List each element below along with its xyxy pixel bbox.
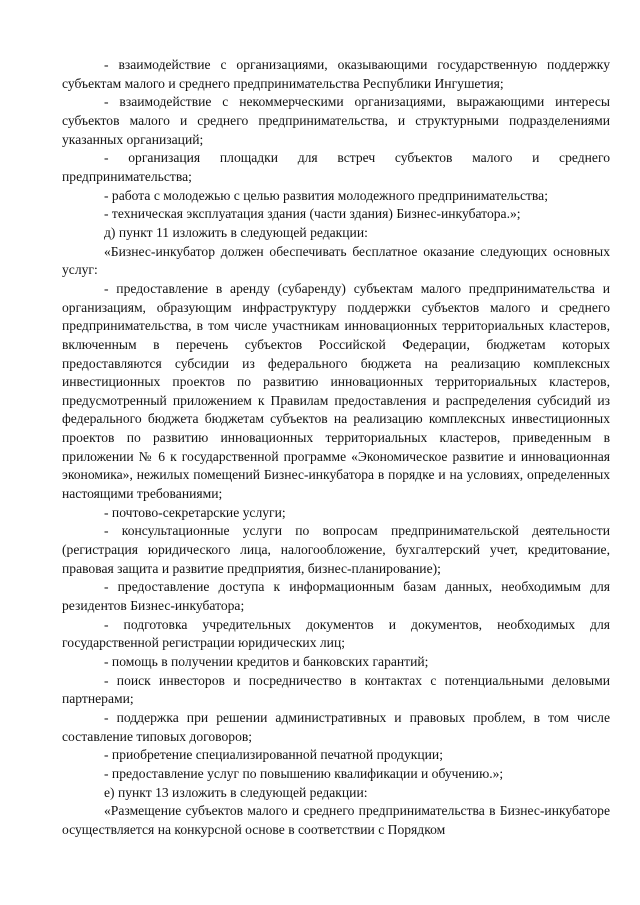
paragraph: - консультационные услуги по вопросам предпринимательской деятельности (регистрация юридического лица, налогообложение, бухгалтерский учет, кредитование, правовая защита и развитие предприятия, бизнес-планирование);	[62, 523, 610, 576]
paragraph: - подготовка учредительных документов и документов, необходимых для государственной регистрации юридических лиц;	[62, 616, 610, 651]
paragraph: е) пункт 13 изложить в следующей редакции:	[104, 784, 368, 800]
paragraph: - взаимодействие с организациями, оказывающими государственную поддержку субъектам малого и среднего предпринимательства Республики Ингушетия;	[62, 57, 610, 91]
paragraph: - организация площадки для встреч субъектов малого и среднего предпринимательства;	[62, 150, 610, 184]
paragraph: «Размещение субъектов малого и среднего предпринимательства в Бизнес-инкубаторе осуществляется на конкурсной основе в соответствии с Порядком	[62, 803, 610, 837]
paragraph: - взаимодействие с некоммерческими организациями, выражающими интересы субъектов малого и среднего предпринимательства, и структурными подразделениями указанных организаций;	[62, 94, 610, 147]
paragraph: «Бизнес-инкубатор должен обеспечивать бесплатное оказание следующих основных услуг:	[62, 243, 610, 278]
paragraph: - предоставление доступа к информационным базам данных, необходимым для резидентов Бизнес-инкубатора;	[62, 579, 610, 614]
paragraph: - предоставление в аренду (субаренду) субъектам малого предпринимательства и организациям, образующим инфраструктуру поддержки субъектов малого и среднего предпринимательства, в том числе участникам инновационных территориальных кластеров, включенным в перечень субъектов Российской Федерации, бюджетам которых предоставляются субсидии из федерального бюджета на реализацию комплексных инвестиционных проектов по развитию инновационных территориальных кластеров, предусмотренный приложением к Правилам предоставления и распределения субсидий из федерального бюджета бюджетам субъектов на реализацию комплексных инвестиционных проектов по развитию инновационных территориальных кластеров, приведенным в приложении № 6 к государственной программе «Экономическое развитие и инновационная экономика», нежилых помещений Бизнес-инкубатора в порядке и на условиях, определенных настоящими требованиями;	[62, 280, 610, 502]
paragraph: - техническая эксплуатация здания (части здания) Бизнес-инкубатора.»;	[104, 206, 521, 222]
document-body	[62, 56, 610, 840]
paragraph: - предоставление услуг по повышению квалификации и обучению.»;	[104, 765, 504, 781]
paragraph: - почтово-секретарские услуги;	[104, 504, 286, 520]
paragraph: - поддержка при решении административных и правовых проблем, в том числе составление типовых договоров;	[62, 709, 610, 744]
paragraph: - работа с молодежью с целью развития молодежного предпринимательства;	[104, 187, 548, 203]
paragraph: д) пункт 11 изложить в следующей редакции:	[104, 224, 368, 240]
paragraph: - приобретение специализированной печатной продукции;	[104, 747, 443, 763]
paragraph: - поиск инвесторов и посредничество в контактах с потенциальными деловыми партнерами;	[62, 672, 610, 707]
paragraph: - помощь в получении кредитов и банковских гарантий;	[104, 654, 429, 669]
